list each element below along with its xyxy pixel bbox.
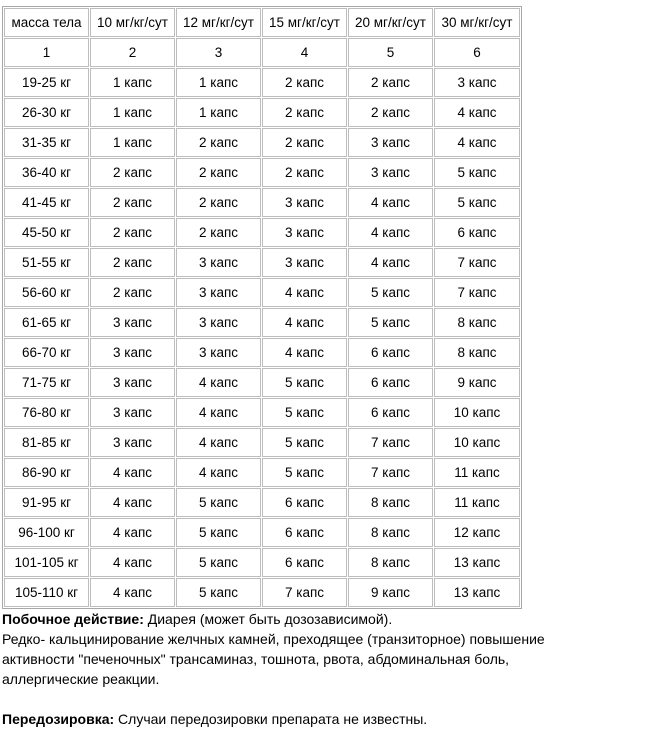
dosage-table-container bbox=[2, 6, 522, 609]
header-cell-30: 30 мг/кг/сут bbox=[434, 8, 520, 37]
table-row bbox=[4, 458, 520, 487]
weight-range-cell: 76-80 кг bbox=[4, 398, 89, 427]
side-effects-line-4: аллергические реакции. bbox=[2, 671, 160, 687]
capsule-count-cell: 3 капс bbox=[90, 428, 175, 457]
capsule-count-cell: 9 капс bbox=[348, 578, 433, 607]
capsule-count-cell: 3 капс bbox=[90, 368, 175, 397]
capsule-count-cell: 4 капс bbox=[348, 218, 433, 247]
side-effects-label: Побочное действие: bbox=[2, 611, 144, 627]
capsule-count-cell: 2 капс bbox=[262, 68, 347, 97]
capsule-count-cell: 5 капс bbox=[434, 188, 520, 217]
weight-range-cell: 56-60 кг bbox=[4, 278, 89, 307]
capsule-count-cell: 11 капс bbox=[434, 458, 520, 487]
capsule-count-cell: 10 капс bbox=[434, 428, 520, 457]
capsule-count-cell: 9 капс bbox=[434, 368, 520, 397]
weight-range-cell: 36-40 кг bbox=[4, 158, 89, 187]
capsule-count-cell: 4 капс bbox=[348, 248, 433, 277]
capsule-count-cell: 4 капс bbox=[90, 578, 175, 607]
capsule-count-cell: 4 капс bbox=[90, 458, 175, 487]
capsule-count-cell: 3 капс bbox=[176, 248, 261, 277]
capsule-count-cell: 4 капс bbox=[434, 128, 520, 157]
capsule-count-cell: 3 капс bbox=[434, 68, 520, 97]
column-number-row bbox=[4, 38, 520, 67]
capsule-count-cell: 3 капс bbox=[90, 338, 175, 367]
table-row bbox=[4, 248, 520, 277]
capsule-count-cell: 5 капс bbox=[262, 368, 347, 397]
capsule-count-cell: 3 капс bbox=[176, 308, 261, 337]
capsule-count-cell: 3 капс bbox=[262, 248, 347, 277]
table-row bbox=[4, 398, 520, 427]
header-cell-12: 12 мг/кг/сут bbox=[176, 8, 261, 37]
capsule-count-cell: 7 капс bbox=[262, 578, 347, 607]
side-effects-line-2: Редко- кальцинирование желчных камней, преходящее (транзиторное) повышение bbox=[2, 631, 545, 647]
capsule-count-cell: 2 капс bbox=[90, 158, 175, 187]
capsule-count-cell: 1 капс bbox=[90, 128, 175, 157]
weight-range-cell: 61-65 кг bbox=[4, 308, 89, 337]
capsule-count-cell: 4 капс bbox=[90, 518, 175, 547]
dosage-table-body bbox=[4, 8, 520, 607]
capsule-count-cell: 4 капс bbox=[90, 488, 175, 517]
table-row bbox=[4, 128, 520, 157]
capsule-count-cell: 4 капс bbox=[262, 308, 347, 337]
column-number-cell: 5 bbox=[348, 38, 433, 67]
header-cell-weight: масса тела bbox=[4, 8, 89, 37]
weight-range-cell: 19-25 кг bbox=[4, 68, 89, 97]
capsule-count-cell: 4 капс bbox=[90, 548, 175, 577]
capsule-count-cell: 1 капс bbox=[90, 98, 175, 127]
capsule-count-cell: 13 капс bbox=[434, 548, 520, 577]
weight-range-cell: 91-95 кг bbox=[4, 488, 89, 517]
capsule-count-cell: 12 капс bbox=[434, 518, 520, 547]
capsule-count-cell: 6 капс bbox=[348, 398, 433, 427]
capsule-count-cell: 5 капс bbox=[176, 548, 261, 577]
capsule-count-cell: 6 капс bbox=[348, 338, 433, 367]
capsule-count-cell: 2 капс bbox=[262, 98, 347, 127]
weight-range-cell: 45-50 кг bbox=[4, 218, 89, 247]
capsule-count-cell: 2 капс bbox=[176, 218, 261, 247]
capsule-count-cell: 4 капс bbox=[262, 338, 347, 367]
capsule-count-cell: 3 капс bbox=[262, 188, 347, 217]
capsule-count-cell: 10 капс bbox=[434, 398, 520, 427]
capsule-count-cell: 5 капс bbox=[262, 398, 347, 427]
capsule-count-cell: 6 капс bbox=[434, 218, 520, 247]
capsule-count-cell: 2 капс bbox=[176, 128, 261, 157]
table-row bbox=[4, 518, 520, 547]
overdose-text: Случаи передозировки препарата не известны. bbox=[114, 711, 428, 727]
capsule-count-cell: 3 капс bbox=[90, 308, 175, 337]
weight-range-cell: 71-75 кг bbox=[4, 368, 89, 397]
capsule-count-cell: 2 капс bbox=[176, 158, 261, 187]
table-row bbox=[4, 338, 520, 367]
weight-range-cell: 101-105 кг bbox=[4, 548, 89, 577]
capsule-count-cell: 3 капс bbox=[176, 338, 261, 367]
capsule-count-cell: 3 капс bbox=[348, 128, 433, 157]
side-effects-line-3: активности "печеночных" трансаминаз, тошнота, рвота, абдоминальная боль, bbox=[2, 651, 510, 667]
capsule-count-cell: 4 капс bbox=[176, 428, 261, 457]
table-row bbox=[4, 188, 520, 217]
column-number-cell: 1 bbox=[4, 38, 89, 67]
capsule-count-cell: 2 капс bbox=[348, 98, 433, 127]
capsule-count-cell: 2 капс bbox=[348, 68, 433, 97]
capsule-count-cell: 2 капс bbox=[262, 128, 347, 157]
table-header-row bbox=[4, 8, 520, 37]
capsule-count-cell: 7 капс bbox=[434, 278, 520, 307]
column-number-cell: 3 bbox=[176, 38, 261, 67]
side-effects-text: Диарея (может быть дозозависимой). bbox=[143, 611, 393, 627]
capsule-count-cell: 8 капс bbox=[348, 518, 433, 547]
capsule-count-cell: 2 капс bbox=[90, 188, 175, 217]
capsule-count-cell: 3 капс bbox=[90, 398, 175, 427]
weight-range-cell: 105-110 кг bbox=[4, 578, 89, 607]
weight-range-cell: 26-30 кг bbox=[4, 98, 89, 127]
capsule-count-cell: 2 капс bbox=[262, 158, 347, 187]
capsule-count-cell: 13 капс bbox=[434, 578, 520, 607]
weight-range-cell: 86-90 кг bbox=[4, 458, 89, 487]
capsule-count-cell: 5 капс bbox=[176, 518, 261, 547]
header-cell-15: 15 мг/кг/сут bbox=[262, 8, 347, 37]
overdose-paragraph bbox=[2, 709, 652, 729]
paragraph-gap bbox=[2, 689, 652, 709]
capsule-count-cell: 8 капс bbox=[348, 548, 433, 577]
overdose-label: Передозировка: bbox=[2, 711, 115, 727]
capsule-count-cell: 6 капс bbox=[262, 488, 347, 517]
capsule-count-cell: 4 капс bbox=[434, 98, 520, 127]
capsule-count-cell: 4 капс bbox=[348, 188, 433, 217]
drug-notes bbox=[2, 609, 652, 729]
column-number-cell: 6 bbox=[434, 38, 520, 67]
capsule-count-cell: 8 капс bbox=[348, 488, 433, 517]
capsule-count-cell: 6 капс bbox=[348, 368, 433, 397]
capsule-count-cell: 11 капс bbox=[434, 488, 520, 517]
capsule-count-cell: 1 капс bbox=[90, 68, 175, 97]
weight-range-cell: 66-70 кг bbox=[4, 338, 89, 367]
table-row bbox=[4, 488, 520, 517]
capsule-count-cell: 6 капс bbox=[262, 548, 347, 577]
capsule-count-cell: 2 капс bbox=[90, 248, 175, 277]
weight-range-cell: 96-100 кг bbox=[4, 518, 89, 547]
capsule-count-cell: 2 капс bbox=[90, 218, 175, 247]
capsule-count-cell: 4 капс bbox=[262, 278, 347, 307]
capsule-count-cell: 5 капс bbox=[176, 578, 261, 607]
capsule-count-cell: 5 капс bbox=[176, 488, 261, 517]
header-cell-10: 10 мг/кг/сут bbox=[90, 8, 175, 37]
capsule-count-cell: 7 капс bbox=[348, 458, 433, 487]
capsule-count-cell: 3 капс bbox=[262, 218, 347, 247]
side-effects-paragraph bbox=[2, 609, 652, 629]
table-row bbox=[4, 98, 520, 127]
capsule-count-cell: 5 капс bbox=[348, 278, 433, 307]
capsule-count-cell: 8 капс bbox=[434, 338, 520, 367]
capsule-count-cell: 7 капс bbox=[434, 248, 520, 277]
dosage-table bbox=[2, 6, 522, 609]
weight-range-cell: 51-55 кг bbox=[4, 248, 89, 277]
capsule-count-cell: 5 капс bbox=[262, 428, 347, 457]
capsule-count-cell: 1 капс bbox=[176, 98, 261, 127]
capsule-count-cell: 5 капс bbox=[434, 158, 520, 187]
capsule-count-cell: 7 капс bbox=[348, 428, 433, 457]
capsule-count-cell: 5 капс bbox=[262, 458, 347, 487]
weight-range-cell: 41-45 кг bbox=[4, 188, 89, 217]
table-row bbox=[4, 428, 520, 457]
capsule-count-cell: 8 капс bbox=[434, 308, 520, 337]
column-number-cell: 4 bbox=[262, 38, 347, 67]
capsule-count-cell: 4 капс bbox=[176, 458, 261, 487]
column-number-cell: 2 bbox=[90, 38, 175, 67]
table-row bbox=[4, 368, 520, 397]
capsule-count-cell: 1 капс bbox=[176, 68, 261, 97]
capsule-count-cell: 6 капс bbox=[262, 518, 347, 547]
table-row bbox=[4, 68, 520, 97]
capsule-count-cell: 4 капс bbox=[176, 368, 261, 397]
weight-range-cell: 31-35 кг bbox=[4, 128, 89, 157]
table-row bbox=[4, 548, 520, 577]
capsule-count-cell: 4 капс bbox=[176, 398, 261, 427]
header-cell-20: 20 мг/кг/сут bbox=[348, 8, 433, 37]
table-row bbox=[4, 578, 520, 607]
table-row bbox=[4, 308, 520, 337]
capsule-count-cell: 3 капс bbox=[348, 158, 433, 187]
capsule-count-cell: 3 капс bbox=[176, 278, 261, 307]
capsule-count-cell: 5 капс bbox=[348, 308, 433, 337]
table-row bbox=[4, 158, 520, 187]
capsule-count-cell: 2 капс bbox=[176, 188, 261, 217]
table-row bbox=[4, 278, 520, 307]
table-row bbox=[4, 218, 520, 247]
weight-range-cell: 81-85 кг bbox=[4, 428, 89, 457]
capsule-count-cell: 2 капс bbox=[90, 278, 175, 307]
